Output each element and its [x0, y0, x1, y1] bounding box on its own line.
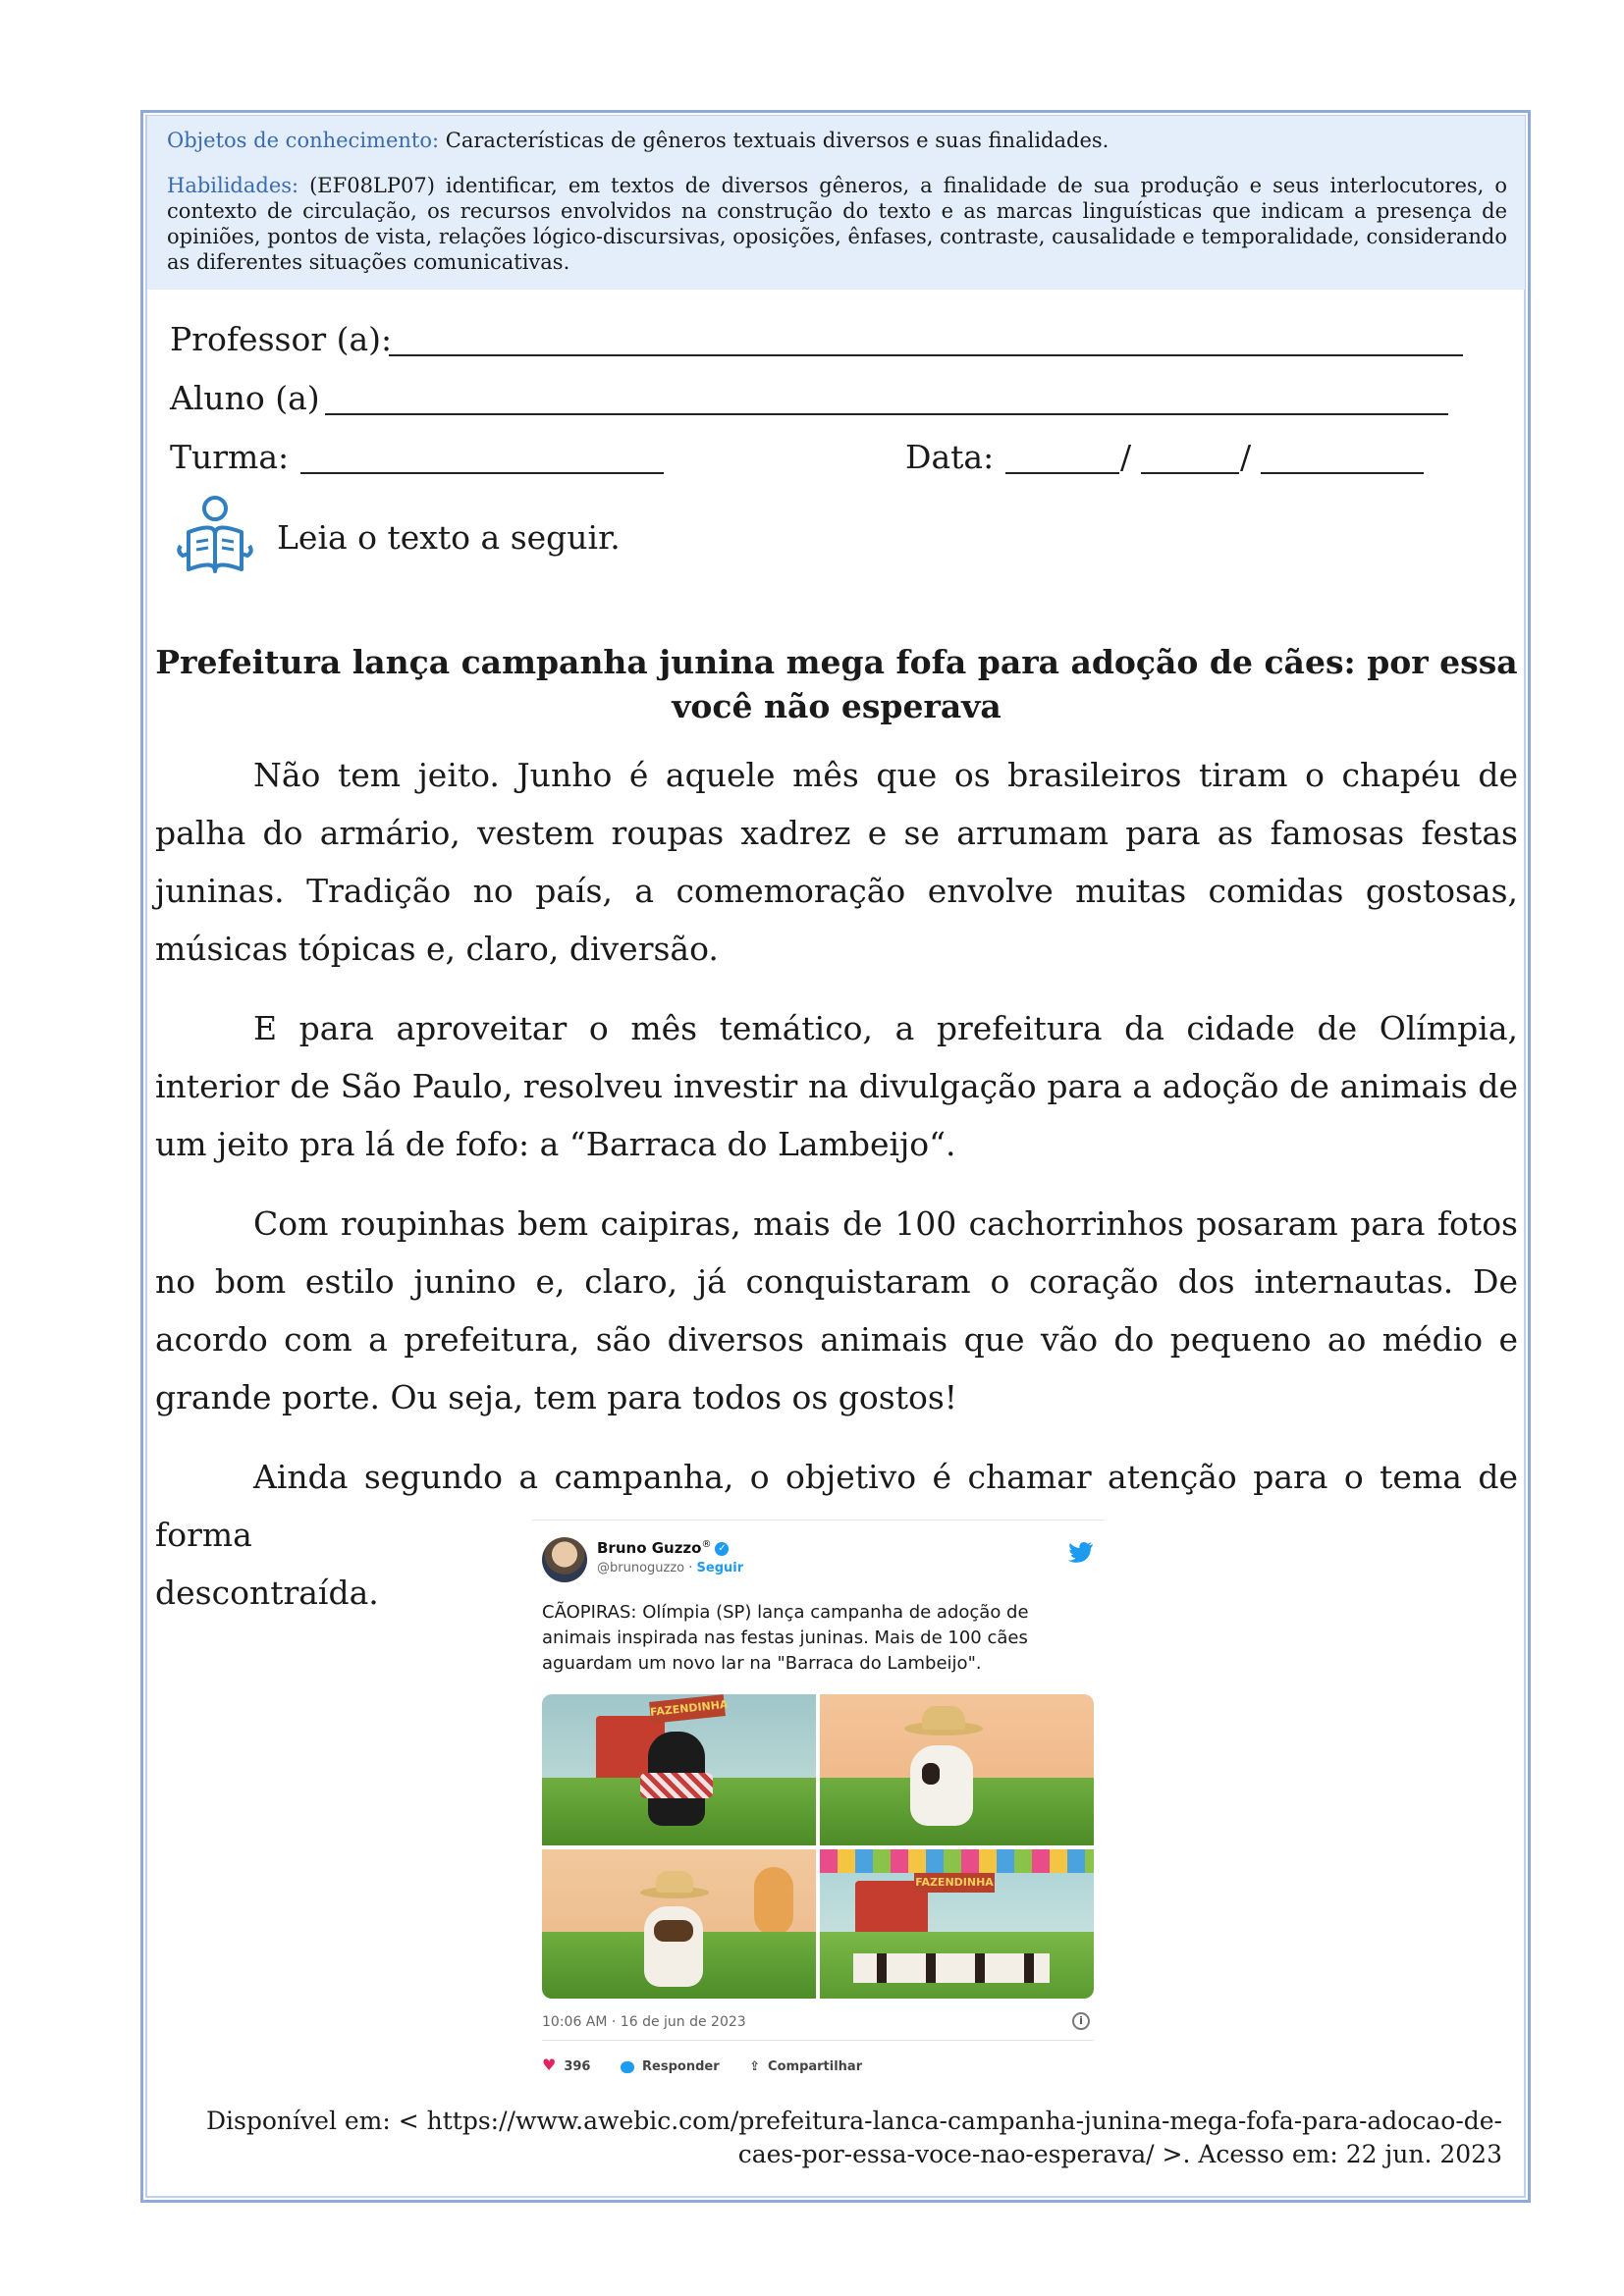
date-separator-2: /	[1240, 438, 1252, 476]
tweet-timestamp[interactable]: 10:06 AM · 16 de jun de 2023	[542, 2014, 746, 2030]
avatar[interactable]	[542, 1537, 587, 1582]
like-button[interactable]	[542, 2056, 591, 2074]
straw-hat-top	[656, 1871, 693, 1893]
author-mark: ®	[701, 1539, 712, 1550]
share-icon: ⇪	[749, 2059, 761, 2074]
plaid-scarf	[640, 1773, 713, 1798]
article-title: Prefeitura lança campanha junina mega fofa para adoção de cães: por essa você não esperava	[155, 643, 1518, 725]
tweet-top-border	[532, 1520, 1104, 1521]
turma-label: Turma:	[170, 438, 290, 476]
article-paragraph-2	[155, 999, 1518, 1173]
paragraph-text: Não tem jeito. Junho é aquele mês que os brasileiros tiram o chapéu de palha do armário, vestem roupas xadrez e se arrumam para as famosas festas juninas. Tradição no país, a comemoração envolve muitas comidas gostosas, músicas tópicas e, claro, diversão.	[155, 756, 1518, 968]
fazendinha-sign: FAZENDINHA	[914, 1873, 995, 1893]
share-label: Compartilhar	[768, 2059, 863, 2074]
date-separator-1: /	[1120, 438, 1132, 476]
habilidades-line	[167, 173, 1507, 275]
puppies-group	[853, 1953, 1050, 1983]
handle-separator: ·	[688, 1561, 693, 1575]
tweet-divider	[542, 2040, 1094, 2041]
habilidades-text: (EF08LP07) identificar, em textos de diversos gêneros, a finalidade de sua produção e seus interlocutores, o contexto de circulação, os recursos envolvidos na construção do texto e as marcas linguísticas que indicam a presença de opiniões, pontos de vista, relações lógico-discursivas, oposições, ênfases, contraste, causalidade e temporalidade, considerando as diferentes situações comunicativas.	[167, 174, 1507, 274]
twitter-bird-icon[interactable]	[1068, 1541, 1094, 1563]
objetos-text: Características de gêneros textuais diversos e suas finalidades.	[445, 129, 1110, 152]
author-name: Bruno Guzzo	[597, 1539, 702, 1557]
professor-label: Professor (a):	[170, 320, 393, 358]
embedded-tweet	[532, 1520, 1104, 2089]
paragraph-4-line-1: Ainda segundo a campanha, o objetivo é chamar atenção para o tema de forma	[155, 1458, 1518, 1554]
professor-input-line[interactable]	[389, 354, 1463, 356]
turma-input-line[interactable]	[300, 472, 664, 474]
heart-icon: ♥	[542, 2056, 557, 2074]
verified-badge-icon: ✓	[715, 1542, 729, 1556]
reading-person-icon	[175, 493, 255, 577]
puppy-face-patch	[654, 1920, 693, 1942]
like-count: 396	[564, 2059, 591, 2074]
white-puppy	[910, 1745, 973, 1826]
tweet-author[interactable]	[597, 1539, 729, 1557]
date-month-line[interactable]	[1141, 472, 1239, 474]
follow-button[interactable]: Seguir	[696, 1561, 744, 1575]
tweet-photo-2[interactable]	[820, 1694, 1094, 1845]
data-label: Data:	[905, 438, 995, 476]
fazendinha-sign: FAZENDINHA	[649, 1694, 726, 1724]
puppy-ear-spot	[922, 1763, 940, 1785]
tweet-handle: @brunoguzzo	[597, 1561, 685, 1575]
tweet-photo-1[interactable]	[542, 1694, 816, 1845]
tweet-photo-4[interactable]	[820, 1849, 1094, 1999]
objetos-line	[167, 128, 1507, 153]
date-day-line[interactable]	[1005, 472, 1119, 474]
header-box	[147, 116, 1525, 290]
rooster-figure	[754, 1867, 793, 1936]
paragraph-text: Com roupinhas bem caipiras, mais de 100 cachorrinhos posaram para fotos no bom estilo junino e, claro, já conquistaram o coração dos internautas. De acordo com a prefeitura, são diversos animais que vão do pequeno ao médio e grande porte. Ou seja, tem para todos os gostos!	[155, 1204, 1518, 1416]
article-paragraph-1	[155, 746, 1518, 978]
tweet-photo-3[interactable]	[542, 1849, 816, 1999]
tweet-handle-row	[597, 1561, 743, 1575]
reply-button[interactable]	[621, 2059, 720, 2074]
aluno-label: Aluno (a)	[170, 379, 320, 417]
source-line-1[interactable]: Disponível em: < https://www.awebic.com/prefeitura-lanca-campanha-junina-mega-fofa-para-adocao-de-	[206, 2107, 1503, 2135]
reply-label: Responder	[642, 2059, 720, 2074]
tweet-text: CÃOPIRAS: Olímpia (SP) lança campanha de adoção de animais inspirada nas festas juninas. Mais de 100 cães aguardam um novo lar na "Barraca do Lambeijo".	[542, 1602, 1029, 1674]
paragraph-text: E para aproveitar o mês temático, a prefeitura da cidade de Olímpia, interior de São Paulo, resolveu investir na divulgação para a adoção de animais de um jeito pra lá de fofo: a “Barraca do Lambeijo“.	[155, 1009, 1518, 1163]
date-year-line[interactable]	[1261, 472, 1424, 474]
objetos-label: Objetos de conhecimento:	[167, 129, 440, 152]
source-line-2: caes-por-essa-voce-nao-esperava/ >. Acesso em: 22 jun. 2023	[737, 2140, 1502, 2168]
tweet-actions	[542, 2056, 888, 2074]
habilidades-label: Habilidades:	[167, 174, 299, 197]
tweet-photo-grid[interactable]	[542, 1694, 1094, 1999]
reply-icon	[621, 2061, 634, 2073]
festa-junina-flags	[820, 1849, 1094, 1873]
white-brown-puppy	[644, 1906, 703, 1987]
article-paragraph-3	[155, 1195, 1518, 1426]
paragraph-4-line-2: descontraída.	[155, 1574, 379, 1612]
share-button[interactable]	[749, 2059, 862, 2074]
straw-hat-top	[922, 1706, 965, 1730]
reading-instruction: Leia o texto a seguir.	[277, 518, 621, 557]
source-citation	[206, 2105, 1502, 2171]
aluno-input-line[interactable]	[325, 413, 1448, 415]
info-icon[interactable]: i	[1072, 2012, 1090, 2030]
